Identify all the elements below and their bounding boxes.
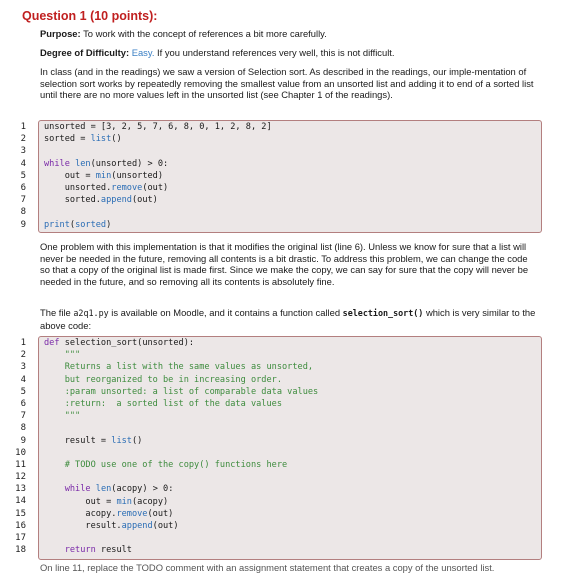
code-line: def selection_sort(unsorted): bbox=[44, 338, 195, 348]
difficulty-text: If you understand references very well, this is not difficult. bbox=[157, 47, 395, 58]
difficulty-value: Easy. bbox=[131, 47, 155, 58]
line-number: 15 bbox=[15, 508, 26, 519]
function-name: selection_sort() bbox=[342, 308, 424, 318]
line-number: 13 bbox=[15, 484, 26, 495]
difficulty-line bbox=[40, 47, 540, 59]
code-line: """ bbox=[44, 350, 81, 361]
line-number: 10 bbox=[15, 447, 26, 458]
line-number: 4 bbox=[20, 374, 26, 385]
code-line: result.append(out) bbox=[44, 521, 179, 531]
file-paragraph bbox=[40, 307, 540, 331]
file-name: a2q1.py bbox=[73, 308, 109, 318]
code-line: but reorganized to be in increasing order. bbox=[44, 374, 282, 385]
code-block-2 bbox=[38, 336, 542, 560]
code-line: while len(unsorted) > 0: bbox=[44, 158, 169, 169]
code-line: :param unsorted: a list of comparable data values bbox=[44, 386, 319, 397]
line-number: 6 bbox=[20, 182, 26, 193]
line-number: 11 bbox=[15, 459, 26, 470]
line-number: 5 bbox=[20, 170, 26, 181]
code-line: out = min(acopy) bbox=[44, 496, 169, 507]
code1-line-numbers bbox=[0, 121, 26, 231]
cut-off-text: On line 11, replace the TODO comment with an assignment statement that creates a copy of the unsorted list. bbox=[40, 562, 495, 573]
code-line: sorted.append(out) bbox=[44, 195, 158, 206]
code-block-1 bbox=[38, 120, 542, 233]
file-para-part1: The file bbox=[40, 307, 74, 318]
question-title: Question 1 (10 points): bbox=[22, 9, 158, 23]
line-number: 9 bbox=[20, 435, 26, 446]
line-number: 17 bbox=[15, 533, 26, 543]
code-line: # TODO use one of the copy() functions here bbox=[44, 460, 288, 470]
line-number: 2 bbox=[20, 350, 26, 361]
line-number: 4 bbox=[20, 158, 26, 169]
line-number: 18 bbox=[15, 545, 26, 556]
intro-paragraph: In class (and in the readings) we saw a version of Selection sort. As described in the readings, our imple-mentation of selection sort works by repeatedly removing the smallest value from an unsorted list and adding it to end of a sorted list until there are no more values left in the unsorted list (see Chapter 1 of the readings). bbox=[40, 66, 534, 101]
difficulty-label: Degree of Difficulty: bbox=[40, 47, 130, 58]
line-number: 1 bbox=[20, 122, 26, 132]
file-para-part3: which is very similar to the above code: bbox=[40, 307, 536, 331]
code-line: :return: a sorted list of the data values bbox=[44, 399, 282, 409]
code-line: """ bbox=[44, 411, 81, 422]
code-line: unsorted.remove(out) bbox=[44, 183, 169, 193]
code-line: result = list() bbox=[44, 435, 143, 446]
code-line: return result bbox=[64, 545, 132, 556]
line-number: 16 bbox=[15, 520, 26, 531]
line-number: 7 bbox=[20, 411, 26, 422]
line-number: 6 bbox=[20, 398, 26, 409]
code-line: print(sorted) bbox=[44, 219, 112, 230]
line-number: 9 bbox=[20, 219, 26, 230]
line-number: 14 bbox=[15, 496, 26, 507]
line-number: 5 bbox=[20, 386, 26, 397]
problem-paragraph: One problem with this implementation is that it modifies the original list (line 6). Unless we know for sure that a list will never be needed in the future, removing all contents is a bit drastic. To address this problem, we can change the code so that a copy of the original list is made first. Since we make the copy, we can say for sure that the copy will never be needed in the future, and so removing all its contents is absolutely fine. bbox=[40, 241, 529, 287]
code-line: out = min(unsorted) bbox=[44, 170, 164, 181]
line-number: 3 bbox=[20, 362, 26, 373]
purpose-label: Purpose: bbox=[40, 28, 81, 39]
line-number: 8 bbox=[20, 423, 26, 434]
code-line: unsorted = [3, 2, 5, 7, 6, 8, 0, 1, 2, 8, 2] bbox=[44, 122, 272, 132]
code-line: sorted = list() bbox=[44, 134, 122, 145]
code-line: while len(acopy) > 0: bbox=[64, 484, 174, 495]
purpose-text: To work with the concept of references a bit more carefully. bbox=[83, 28, 327, 39]
code-line: acopy.remove(out) bbox=[44, 508, 174, 519]
line-number: 12 bbox=[15, 472, 26, 483]
line-number: 7 bbox=[20, 195, 26, 206]
code-line: Returns a list with the same values as unsorted, bbox=[44, 362, 314, 373]
purpose-line bbox=[40, 28, 540, 40]
line-number: 1 bbox=[20, 338, 26, 348]
code2-line-numbers bbox=[0, 337, 26, 556]
line-number: 2 bbox=[20, 134, 26, 145]
line-number: 8 bbox=[20, 207, 26, 218]
line-number: 3 bbox=[20, 146, 26, 157]
file-para-part2: is available on Moodle, and it contains a function called bbox=[108, 307, 343, 318]
